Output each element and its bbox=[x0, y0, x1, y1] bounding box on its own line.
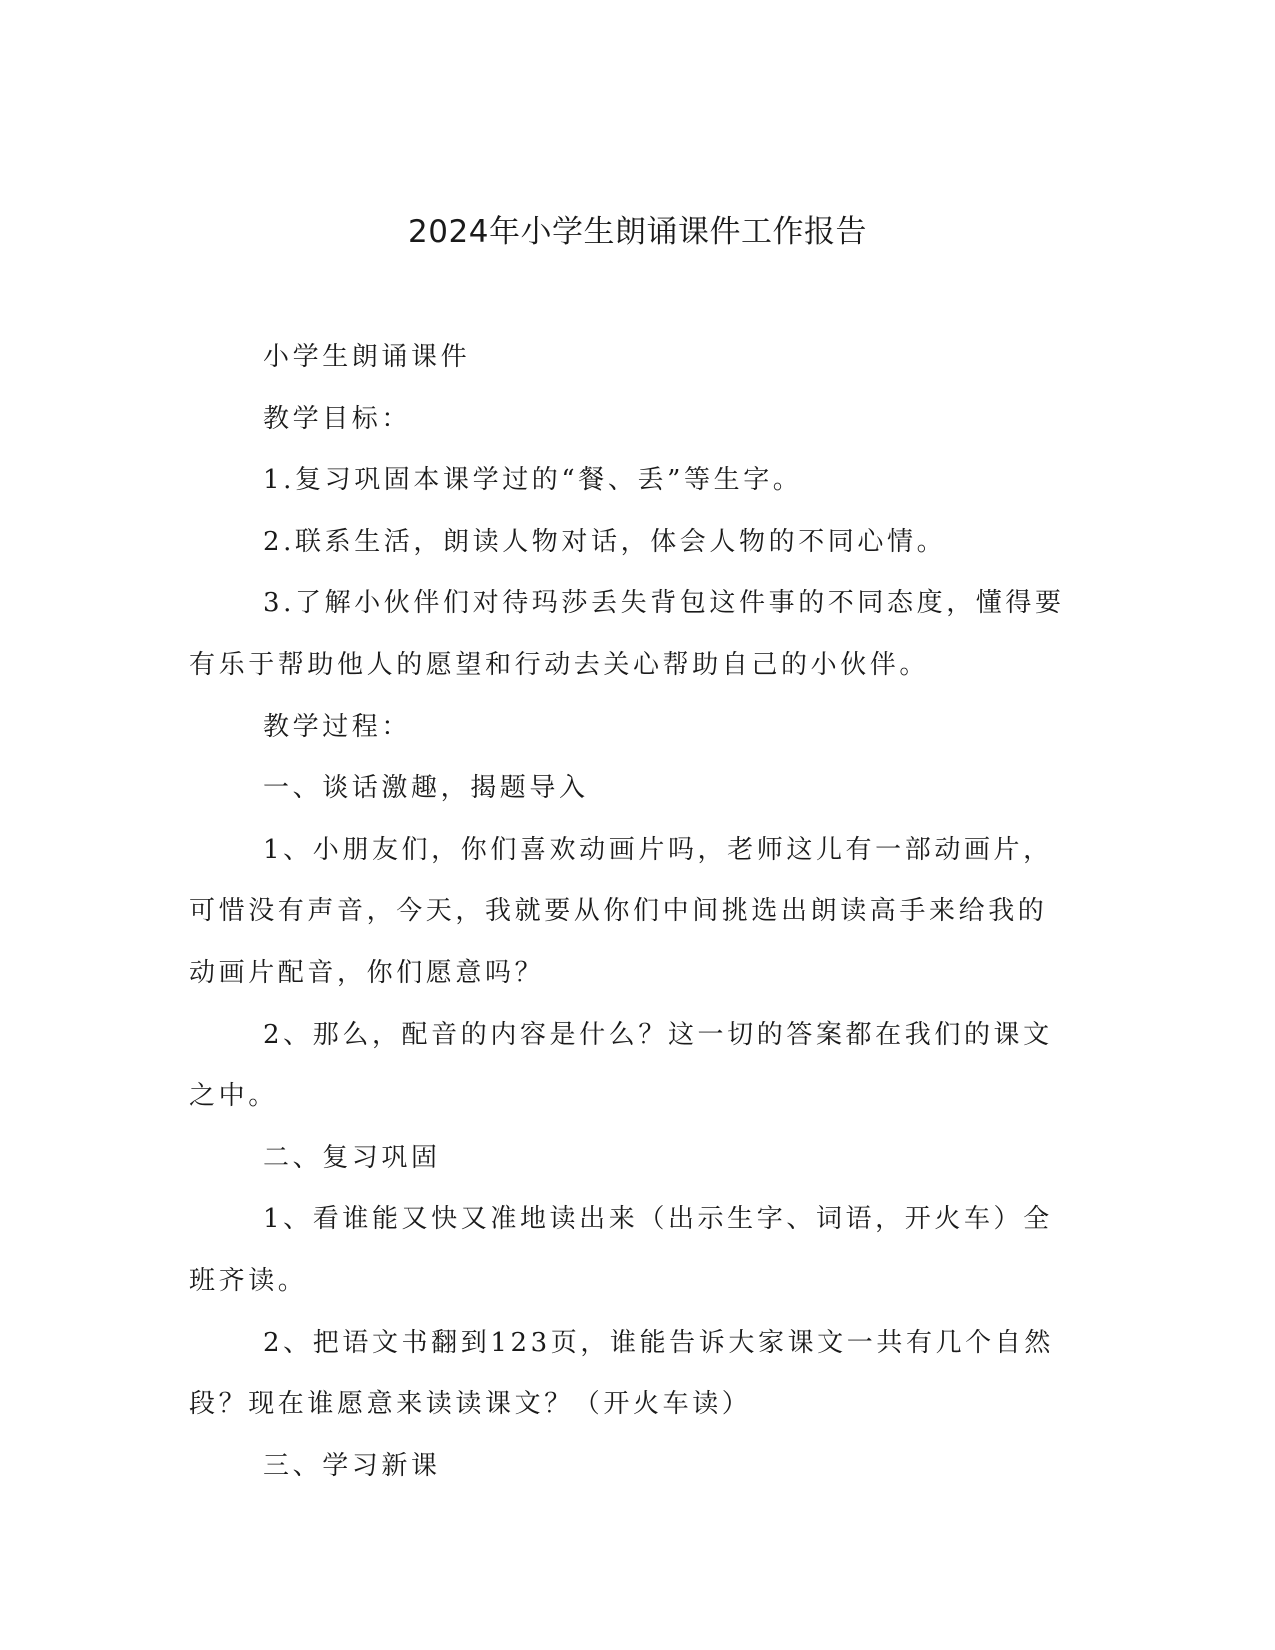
paragraph-course-name: 小学生朗诵课件 bbox=[263, 342, 471, 372]
paragraph-goal-2: 2.联系生活，朗读人物对话，体会人物的不同心情。 bbox=[263, 526, 947, 557]
paragraph-goal-3: 3.了解小伙伴们对待玛莎丢失背包这件事的不同态度，懂得要有乐于帮助他人的愿望和行动去关心帮助自己的小伙伴。 bbox=[189, 588, 1065, 680]
paragraph-section-1-item-1: 1、小朋友们，你们喜欢动画片吗，老师这儿有一部动画片，可惜没有声音，今天，我就要从你们中间挑选出朗读高手来给我的动画片配音，你们愿意吗？ bbox=[189, 834, 1053, 988]
paragraph-section-2-heading: 二、复习巩固 bbox=[263, 1142, 441, 1173]
paragraph-section-1-item-2: 2、那么，配音的内容是什么？这一切的答案都在我们的课文之中。 bbox=[189, 1019, 1053, 1112]
paragraph-section-2-item-1: 1、看谁能又快又准地读出来（出示生字、词语，开火车）全班齐读。 bbox=[189, 1204, 1053, 1296]
paragraph-teaching-process-heading: 教学过程： bbox=[263, 711, 412, 742]
paragraph-section-1-heading: 一、谈话激趣，揭题导入 bbox=[263, 773, 589, 804]
document-body bbox=[189, 327, 1069, 1497]
paragraph-goal-1: 1.复习巩固本课学过的“餐、丢”等生字。 bbox=[263, 465, 803, 496]
paragraph-teaching-goals-heading: 教学目标： bbox=[263, 403, 412, 434]
paragraph-section-2-item-2: 2、把语文书翻到123页，谁能告诉大家课文一共有几个自然段？现在谁愿意来读读课文？（开火车读） bbox=[189, 1327, 1054, 1420]
paragraph-section-3-heading: 三、学习新课 bbox=[263, 1450, 441, 1481]
document-title: 2024年小学生朗诵课件工作报告 bbox=[408, 214, 867, 250]
